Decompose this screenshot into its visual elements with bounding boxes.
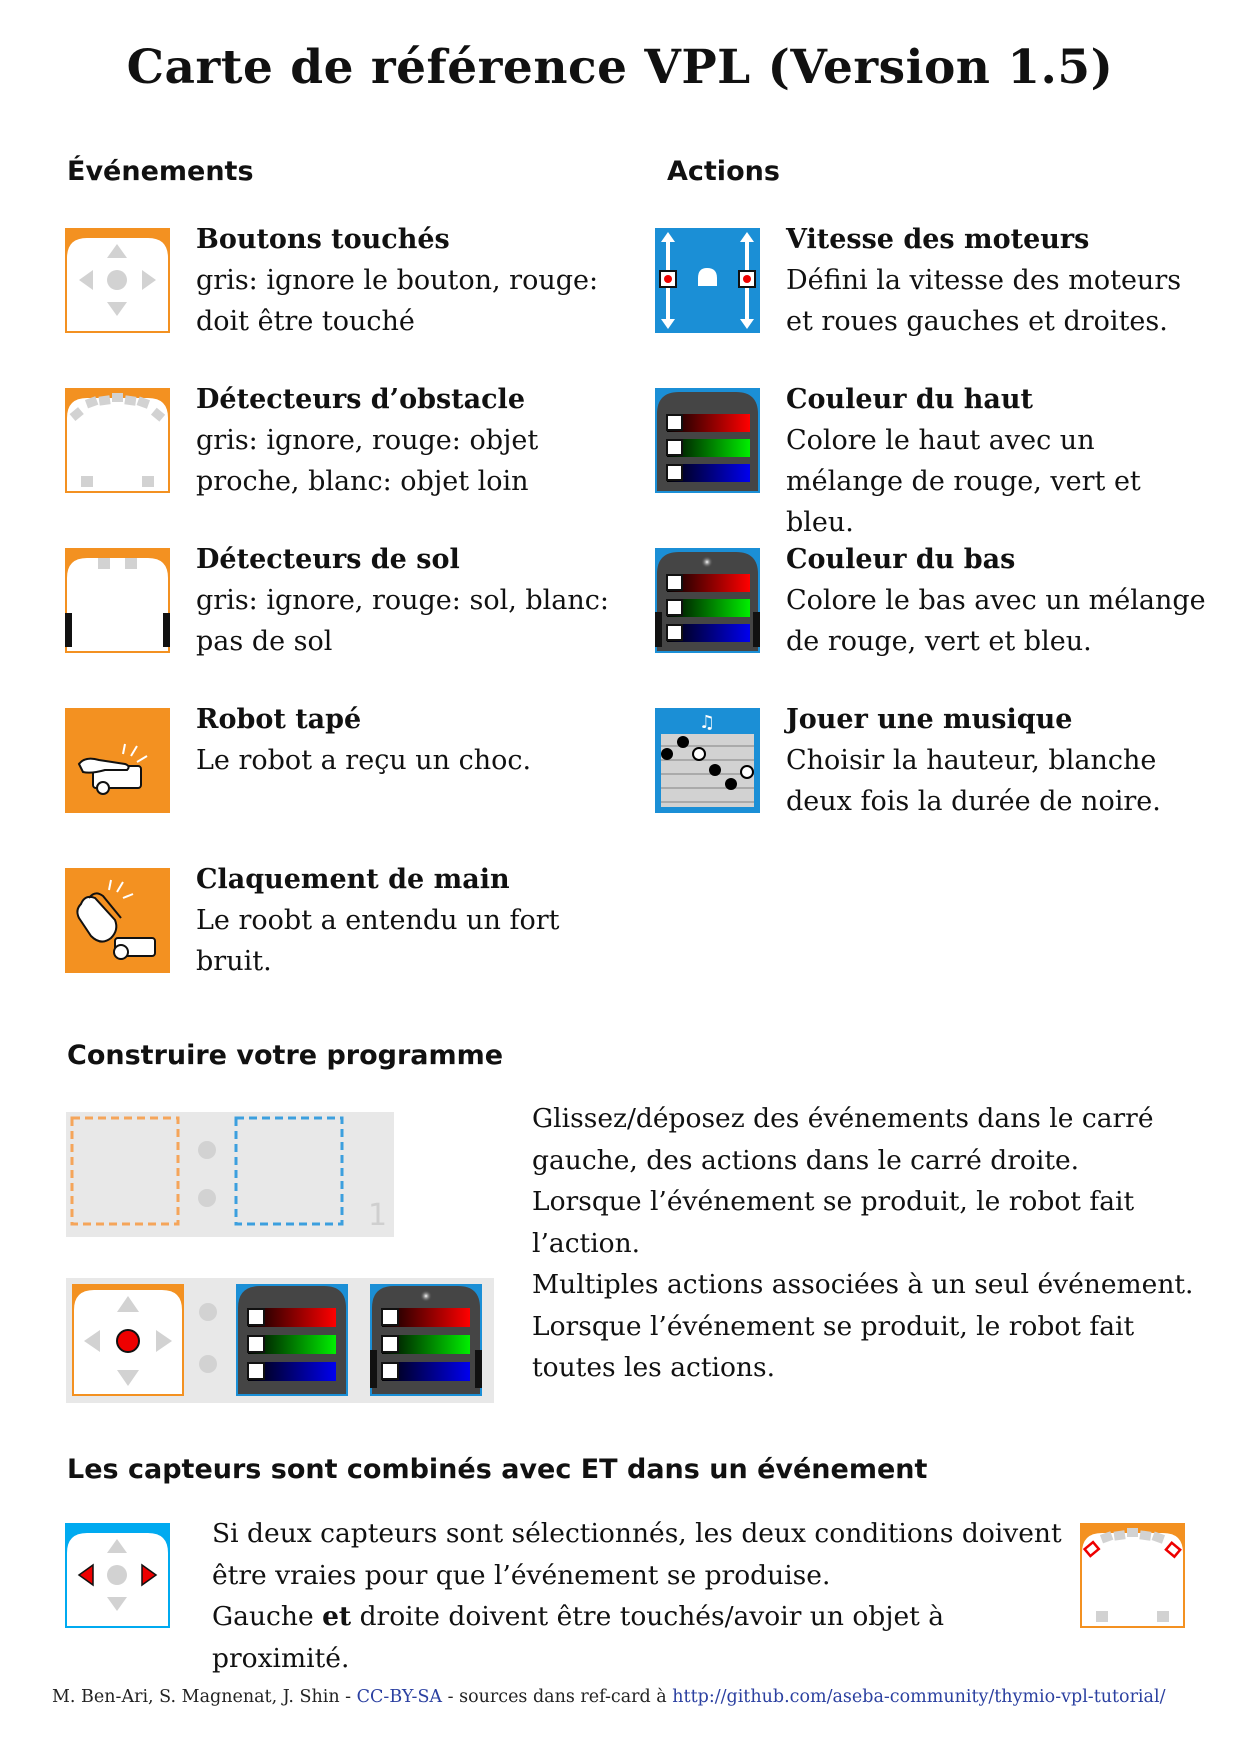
item-desc-line: mélange de rouge, vert et bleu. (786, 466, 1141, 538)
item-title: Claquement de main (196, 864, 510, 895)
top-color-action-block[interactable] (655, 388, 760, 493)
item-desc-line: proche, blanc: objet loin (196, 466, 529, 497)
music-action-block[interactable] (655, 708, 760, 813)
action-item-music (786, 700, 1206, 822)
combine-heading: Les capteurs sont combinés avec ET dans un événement (67, 1454, 928, 1485)
footer (52, 1687, 1165, 1707)
combine-line: être vraies pour que l’événement se produise. (212, 1559, 831, 1591)
combined-buttons-block[interactable] (65, 1523, 170, 1628)
item-title: Couleur du bas (786, 544, 1016, 575)
combine-text: droite doivent être touchés/avoir un objet à proximité. (212, 1601, 945, 1674)
item-title: Détecteurs d’obstacle (196, 384, 525, 415)
item-desc-line: Défini la vitesse des moteurs (786, 265, 1182, 296)
item-desc-line: deux fois la durée de noire. (786, 786, 1161, 817)
item-desc-line: gris: ignore le bouton, rouge: (196, 265, 599, 296)
action-item-bottom-color (786, 540, 1206, 662)
github-link[interactable]: http://github.com/aseba-community/thymio-vpl-tutorial/ (672, 1687, 1166, 1707)
svg-text:♫: ♫ (699, 712, 716, 733)
item-desc-line: Le roobt a entendu un fort (196, 905, 560, 936)
footer-middle: - sources dans ref-card à (442, 1687, 673, 1707)
combine-line-3 (212, 1596, 1072, 1679)
item-title: Robot tapé (196, 704, 362, 735)
ground-event-block[interactable] (65, 548, 170, 653)
combined-obstacle-block[interactable] (1080, 1523, 1185, 1628)
filled-program-row[interactable] (66, 1278, 494, 1403)
action-item-top-color (786, 380, 1206, 543)
item-desc-line: Colore le bas avec un mélange (786, 585, 1206, 616)
item-desc-line: bruit. (196, 946, 272, 977)
item-desc-line: gris: ignore, rouge: objet (196, 425, 539, 456)
event-item-buttons (196, 220, 616, 342)
events-heading: Événements (67, 156, 254, 187)
item-title: Boutons touchés (196, 224, 450, 255)
build-line: gauche, des actions dans le carré droite. (532, 1144, 1080, 1176)
build-line: Glissez/déposez des événements dans le carré (532, 1103, 1154, 1134)
item-desc-line: pas de sol (196, 626, 333, 657)
clap-event-block[interactable] (65, 868, 170, 973)
item-title: Vitesse des moteurs (786, 224, 1090, 255)
build-heading: Construire votre programme (67, 1040, 504, 1071)
event-item-clap (196, 860, 616, 982)
item-desc-line: gris: ignore, rouge: sol, blanc: (196, 585, 610, 616)
tap-event-block[interactable] (65, 708, 170, 813)
combine-line: Si deux capteurs sont sélectionnés, les deux conditions doivent (212, 1518, 1062, 1549)
event-item-obstacle (196, 380, 616, 502)
motors-action-block[interactable] (655, 228, 760, 333)
action-item-motors (786, 220, 1206, 342)
footer-authors: M. Ben-Ari, S. Magnenat, J. Shin - (52, 1687, 357, 1707)
build-line: Lorsque l’événement se produit, le robot fait (532, 1310, 1135, 1342)
buttons-event-block[interactable] (65, 228, 170, 333)
item-desc-line: doit être touché (196, 306, 415, 337)
item-desc-line: Colore le haut avec un (786, 425, 1095, 456)
license-link[interactable]: CC-BY-SA (356, 1687, 443, 1707)
row-number: 1 (368, 1198, 388, 1233)
bottom-color-action-block[interactable] (655, 548, 760, 653)
build-explanation (532, 1098, 1212, 1389)
actions-heading: Actions (667, 156, 780, 187)
build-line: toutes les actions. (532, 1352, 776, 1383)
item-desc-line: Le robot a reçu un choc. (196, 745, 532, 776)
combine-and-bold: et (322, 1601, 352, 1632)
empty-program-row[interactable] (66, 1112, 394, 1237)
build-line: Lorsque l’événement se produit, le robot fait (532, 1186, 1135, 1217)
combine-text: Gauche (212, 1601, 323, 1632)
item-title: Jouer une musique (786, 704, 1073, 735)
item-title: Couleur du haut (786, 384, 1033, 415)
page-title: Carte de référence VPL (Version 1.5) (126, 40, 1114, 95)
obstacle-event-block[interactable] (65, 388, 170, 493)
item-desc-line: de rouge, vert et bleu. (786, 626, 1092, 657)
event-item-tap (196, 700, 616, 781)
combine-explanation (212, 1513, 1072, 1679)
item-desc-line: et roues gauches et droites. (786, 306, 1168, 337)
build-line: Multiples actions associées à un seul événement. (532, 1269, 1194, 1300)
item-title: Détecteurs de sol (196, 544, 460, 575)
item-desc-line: Choisir la hauteur, blanche (786, 745, 1157, 776)
build-line: l’action. (532, 1227, 641, 1259)
event-item-ground (196, 540, 616, 662)
